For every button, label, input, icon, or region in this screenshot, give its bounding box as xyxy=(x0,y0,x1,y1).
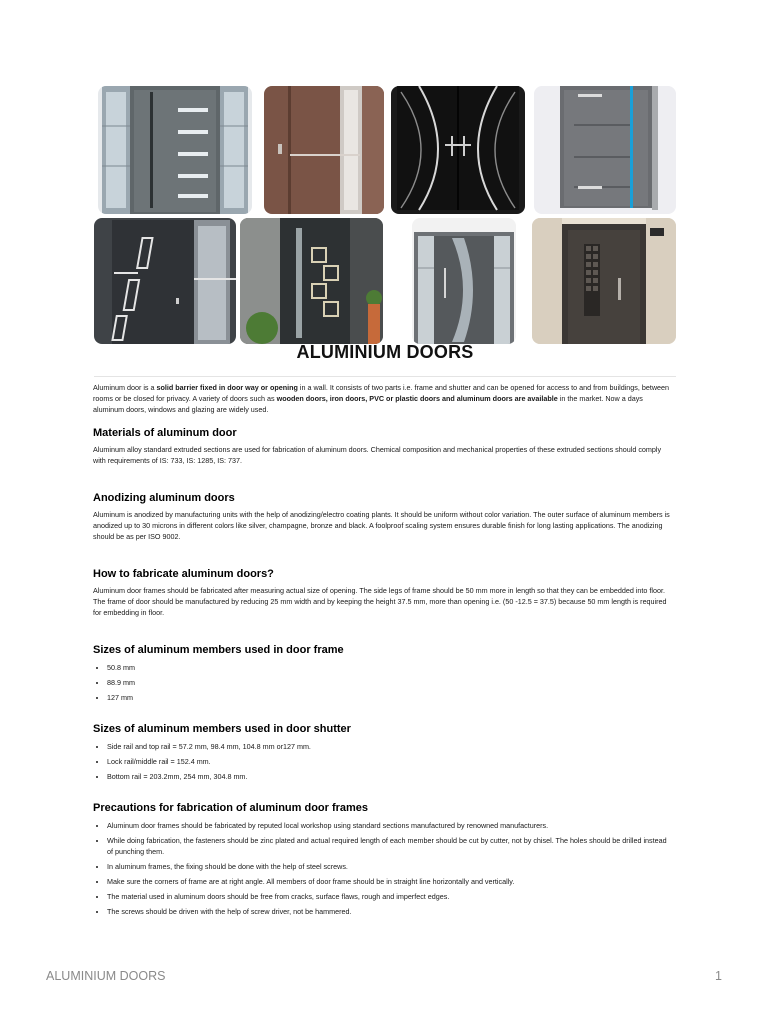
list-item: • Bottom rail = 203.2mm, 254 mm, 304.8 mm. xyxy=(107,771,673,782)
door-photo-front-with-plants xyxy=(240,218,383,344)
door-photo-bronze-grid-window xyxy=(532,218,676,344)
footer-title: ALUMINIUM DOORS xyxy=(46,969,166,983)
precautions-list xyxy=(93,820,673,917)
document-body xyxy=(93,382,673,921)
heading-fabricate: How to fabricate aluminum doors? xyxy=(93,568,274,580)
page-title: ALUMINIUM DOORS xyxy=(296,342,474,362)
list-item: • The material used in aluminum doors should be free from cracks, surface flaws, rough and imperfect edges. xyxy=(107,891,673,902)
fabricate-paragraph: Aluminum door frames should be fabricated after measuring actual size of opening. The side legs of frame should be 50 mm more in length so that they can be embedded into floor. The frame of door should be manufactured by reducing 25 mm width and by keeping the height 37.5 mm, more than opening i.e. (50 -12.5 = 37.5) because 50 mm length is required for embedding in floor. xyxy=(93,586,667,617)
list-item: • The screws should be driven with the help of screw driver, not be hammered. xyxy=(107,906,673,917)
list-item: • 88.9 mm xyxy=(107,677,673,688)
heading-precautions: Precautions for fabrication of aluminum door frames xyxy=(93,802,369,814)
list-item: • While doing fabrication, the fasteners should be zinc plated and actual required length of each member should be cut by cutter, not by chisel. The holes should be drilled instead of punching them. xyxy=(107,835,673,857)
heading-anodizing: Anodizing aluminum doors xyxy=(93,492,235,504)
list-item: • Lock rail/middle rail = 152.4 mm. xyxy=(107,756,673,767)
door-image-collage xyxy=(94,86,676,344)
intro-paragraph: Aluminum door is a solid barrier fixed in door way or opening in a wall. It consists of two parts i.e. frame and shutter and can be opened for access to and from buildings, between rooms or be closed for privacy. A variety of doors such as wooden doors, iron doors, PVC or plastic doors and aluminum doors are available in the market. Now a days aluminum doors, windows and glazing are widely used. xyxy=(93,383,670,414)
heading-frame-sizes: Sizes of aluminum members used in door frame xyxy=(93,644,344,656)
list-item: • 127 mm xyxy=(107,692,673,703)
door-photo-grey-glass-strips xyxy=(98,86,252,214)
page-number: 1 xyxy=(715,969,722,983)
materials-paragraph: Aluminum alloy standard extruded sections are used for fabrication of aluminum doors. Chemical composition and mechanical properties of these extruded sections should comply with requirements of IS: 733, IS: 1285, IS: 737. xyxy=(93,445,662,465)
list-item: • 50.8 mm xyxy=(107,662,673,673)
anodizing-paragraph: Aluminum is anodized by manufacturing units with the help of anodizing/electro coating plants. It should be uniform without color variation. The outer surface of aluminum members is anodized up to 30 microns in different colors like silver, champagne, bronze and black. A foolproof scaling system ensures durable finish for long lasting applications. The anodizing should be as per ISO 9002. xyxy=(93,510,670,541)
list-item: • Aluminum door frames should be fabricated by reputed local workshop using standard sections manufactured by renowned manufacturers. xyxy=(107,820,673,831)
heading-materials: Materials of aluminum door xyxy=(93,427,237,439)
door-photo-dark-grey-squares xyxy=(94,218,236,344)
list-item: • Make sure the corners of frame are at right angle. All members of door frame should be in straight line horizontally and vertically. xyxy=(107,876,673,887)
list-item: • Side rail and top rail = 57.2 mm, 98.4 mm, 104.8 mm or127 mm. xyxy=(107,741,673,752)
shutter-sizes-list xyxy=(93,741,673,782)
door-photo-grey-horizontal-grooves xyxy=(534,86,676,214)
door-photo-grey-curved-glass xyxy=(412,218,516,344)
title-divider xyxy=(94,376,676,377)
heading-shutter-sizes: Sizes of aluminum members used in door shutter xyxy=(93,723,351,735)
frame-sizes-list xyxy=(93,662,673,703)
door-photo-brown-panel xyxy=(264,86,384,214)
door-photo-black-double-curved xyxy=(391,86,525,214)
list-item: • In aluminum frames, the fixing should be done with the help of steel screws. xyxy=(107,861,673,872)
